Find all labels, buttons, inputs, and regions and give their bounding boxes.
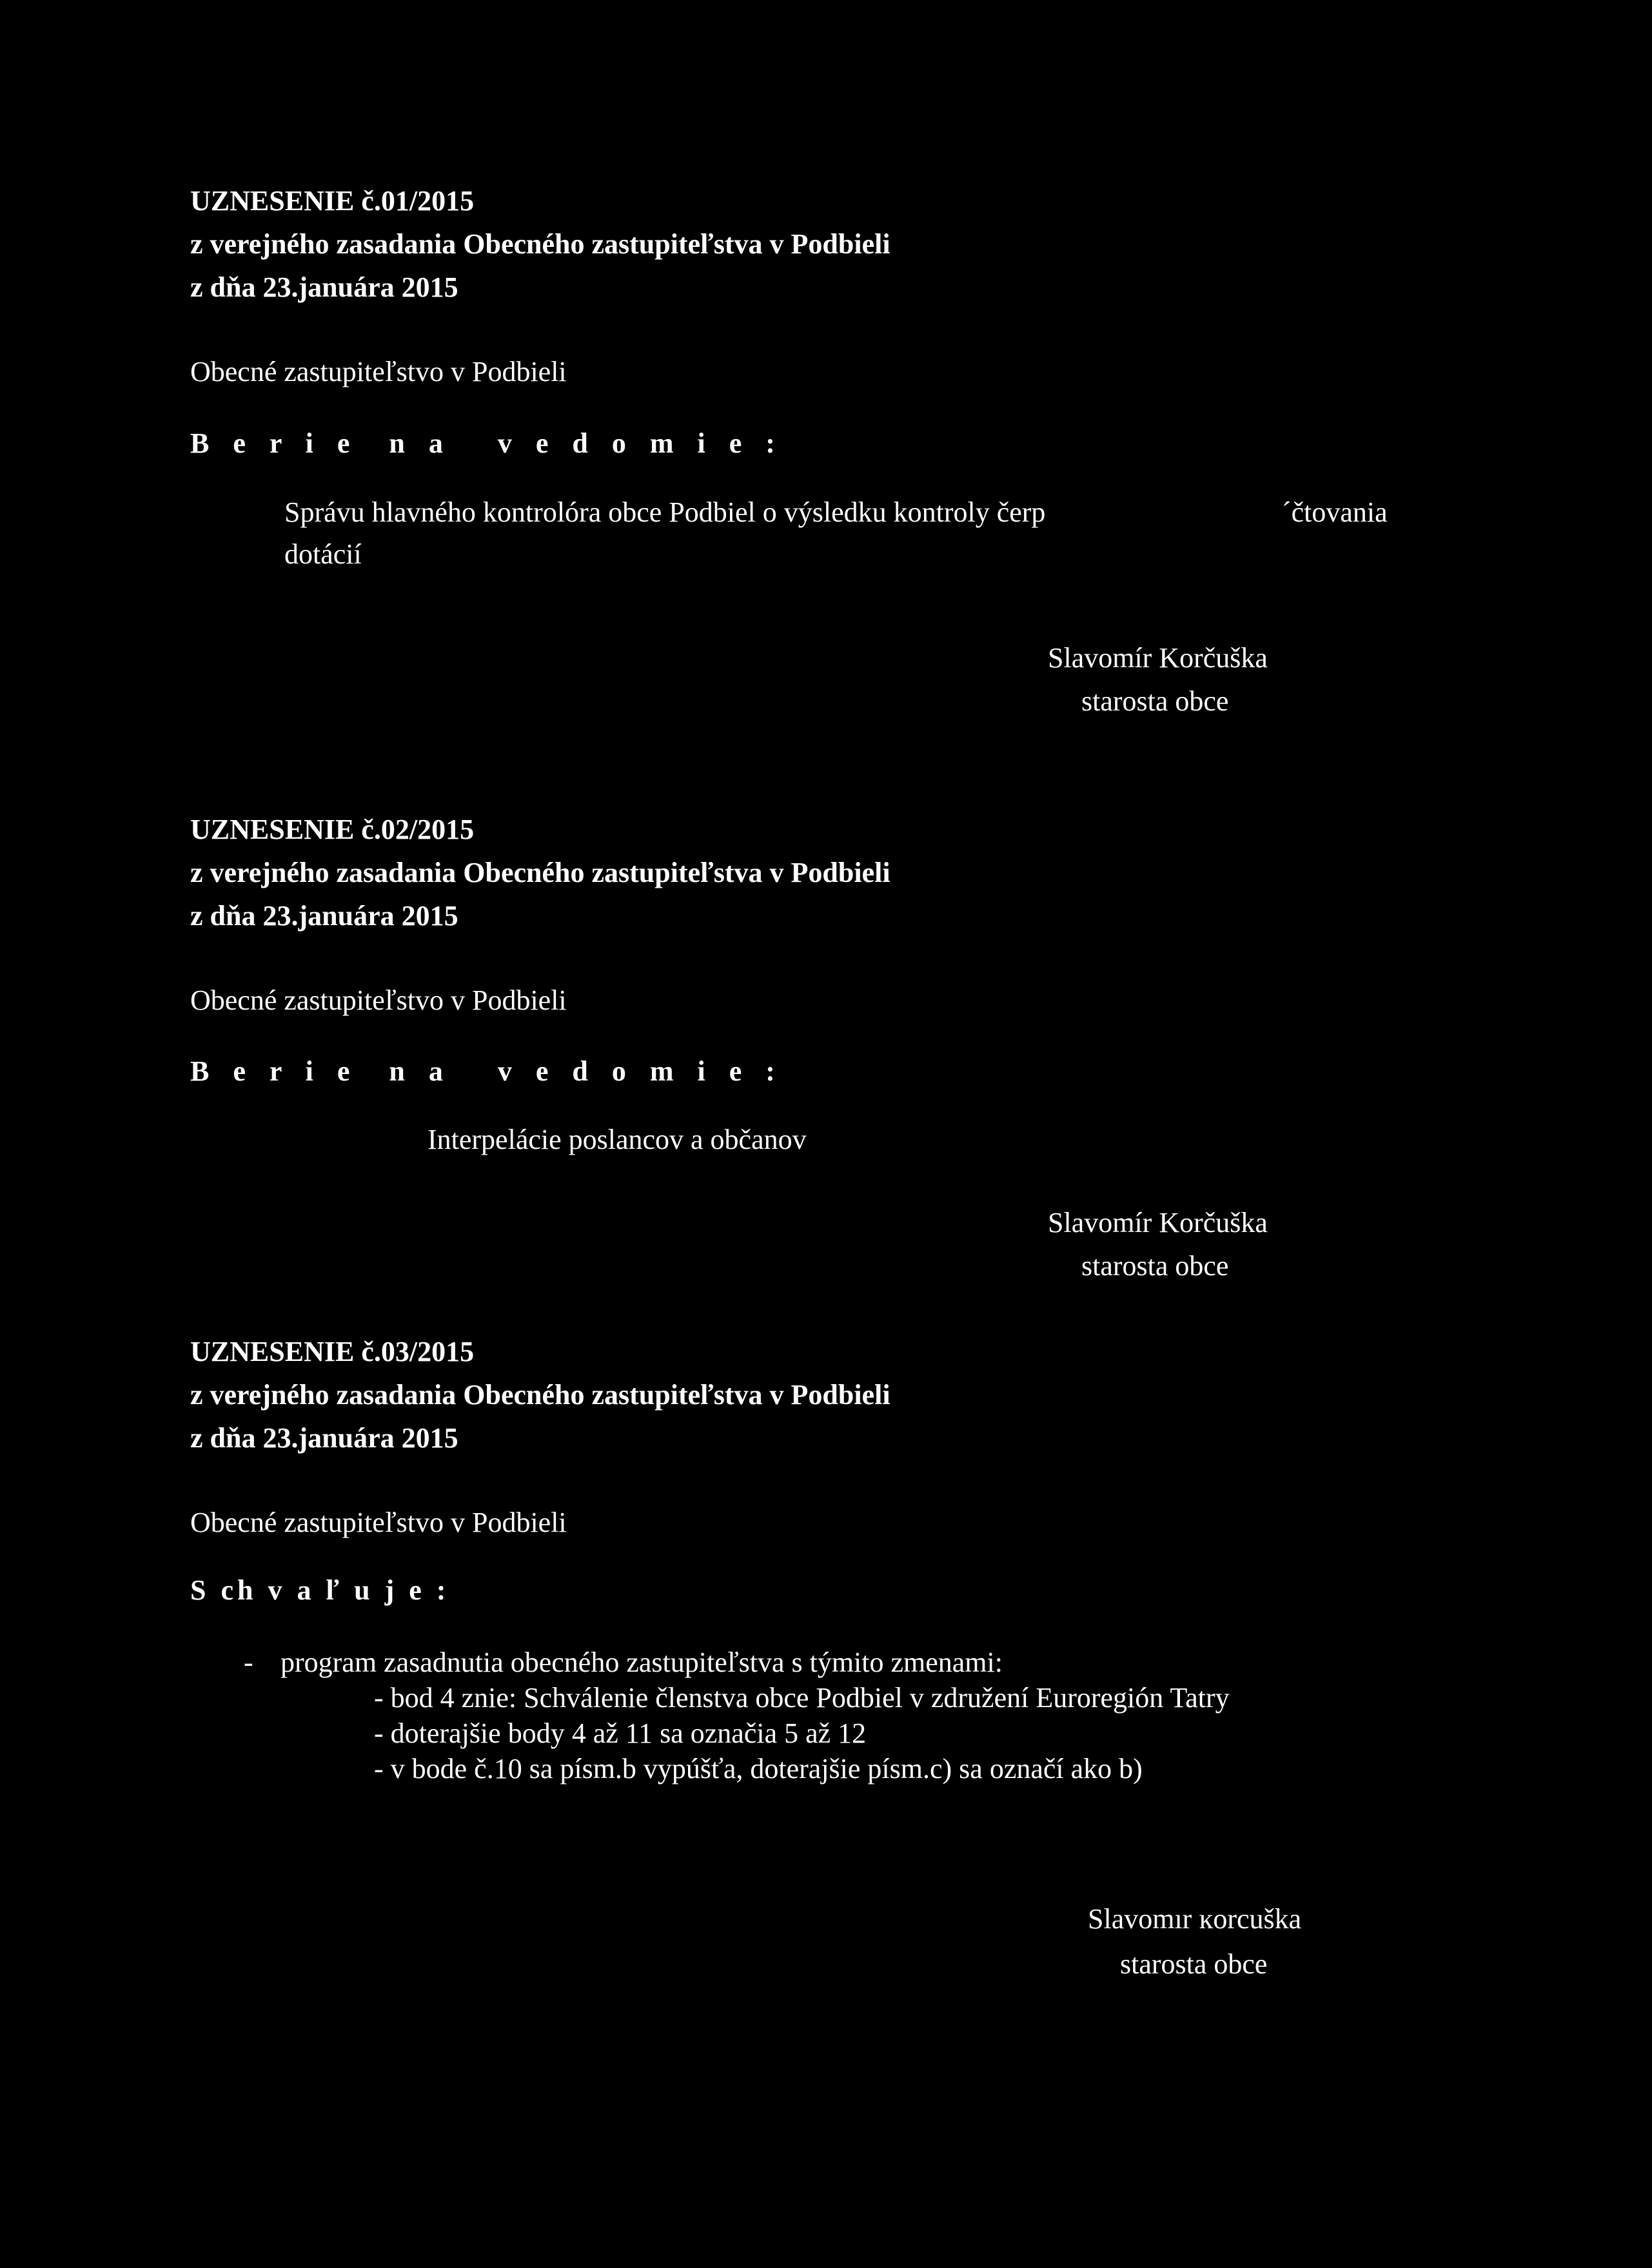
resolution-3-item: program zasadnutia obecného zastupiteľstva s týmito zmenami: bbox=[280, 1647, 1003, 1678]
resolution-1-action: B e r i e n a v e d o m i e : bbox=[190, 427, 783, 459]
resolution-1-text-line1-end: ´čtovania bbox=[1282, 496, 1388, 528]
resolution-2-title: UZNESENIE č.02/2015 bbox=[190, 814, 475, 845]
resolution-1-date: z dňa 23.januára 2015 bbox=[190, 271, 458, 303]
resolution-2-signatory-name: Slavomír Korčuška bbox=[1048, 1207, 1268, 1238]
resolution-1-title: UZNESENIE č.01/2015 bbox=[190, 185, 475, 217]
resolution-2-body: Obecné zastupiteľstvo v Podbieli bbox=[190, 984, 567, 1016]
resolution-3-subitem: - bod 4 znie: Schválenie členstva obce Podbiel v združení Euroregión Tatry bbox=[374, 1682, 1230, 1714]
resolution-2-signatory-role: starosta obce bbox=[1081, 1250, 1229, 1282]
resolution-3-body: Obecné zastupiteľstvo v Podbieli bbox=[190, 1507, 567, 1538]
resolution-3-signatory-role: starosta obce bbox=[1120, 1948, 1268, 1980]
resolution-3-bullet: - bbox=[244, 1647, 253, 1678]
resolution-3-date: z dňa 23.januára 2015 bbox=[190, 1422, 458, 1454]
resolution-2-subtitle: z verejného zasadania Obecného zastupiteľstva v Podbieli bbox=[190, 857, 890, 888]
resolution-2-date: z dňa 23.januára 2015 bbox=[190, 900, 458, 932]
resolution-1-text-line1: Správu hlavného kontrolóra obce Podbiel o výsledku kontroly čerp bbox=[284, 496, 1046, 528]
resolution-1-text-line2: dotácií bbox=[284, 538, 362, 570]
resolution-3-signatory-name: Slavomır ĸorcuška bbox=[1088, 1903, 1302, 1935]
resolution-1-subtitle: z verejného zasadania Obecného zastupiteľstva v Podbieli bbox=[190, 228, 890, 260]
resolution-2-action: B e r i e n a v e d o m i e : bbox=[190, 1055, 783, 1087]
resolution-3-subitem: - doterajšie body 4 až 11 sa označia 5 až 12 bbox=[374, 1717, 867, 1749]
resolution-3-subtitle: z verejného zasadania Obecného zastupiteľstva v Podbieli bbox=[190, 1379, 890, 1411]
resolution-1-signatory-role: starosta obce bbox=[1081, 685, 1229, 717]
resolution-3-title: UZNESENIE č.03/2015 bbox=[190, 1336, 475, 1367]
resolution-1-signatory-name: Slavomír Korčuška bbox=[1048, 642, 1268, 674]
resolution-2-text-line1: Interpelácie poslancov a občanov bbox=[428, 1124, 807, 1155]
resolution-3-action: S ch v a ľ u j e : bbox=[190, 1574, 450, 1606]
resolution-3-subitem: - v bode č.10 sa písm.b vypúšťa, doterajšie písm.c) sa označí ako b) bbox=[374, 1753, 1143, 1784]
resolution-1-body: Obecné zastupiteľstvo v Podbieli bbox=[190, 356, 567, 387]
